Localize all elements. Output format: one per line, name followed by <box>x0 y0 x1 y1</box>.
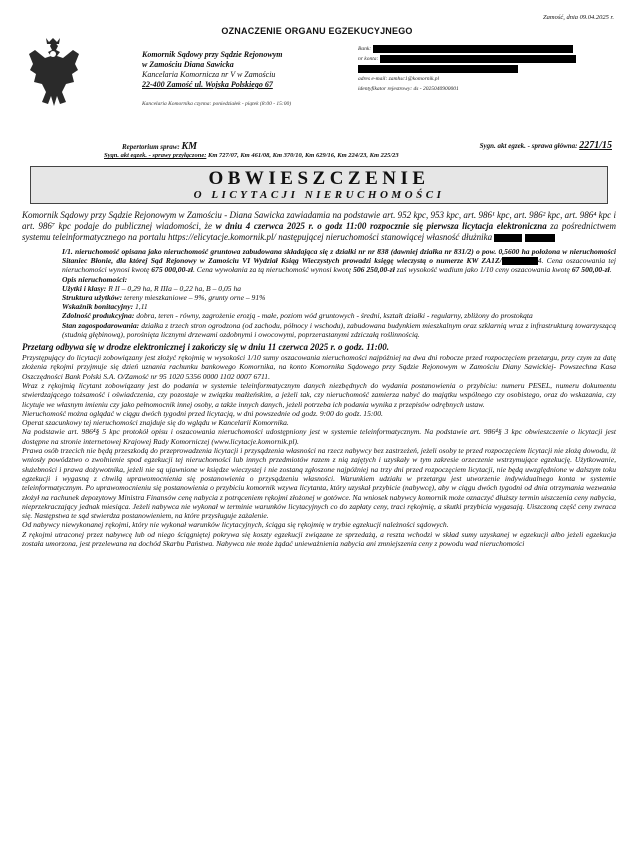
notice-title-box <box>30 166 608 204</box>
notice-body <box>22 210 616 548</box>
office-hours: Kancelaria Komornika czynna: poniedziałek - piątek (8:00 - 15:00) <box>142 101 292 107</box>
redacted-block <box>502 257 538 265</box>
redacted-block <box>358 65 518 73</box>
deposit-recovery-paragraph: Od nabywcy niewykonanej rękojmi, który nie wykonał warunków licytacyjnych, ściąga się rękojmię w trybie egzekucji należności sądowych. <box>22 520 449 530</box>
joined-case-label: Sygn. akt egzek. - sprawy przyłączone: <box>104 152 207 159</box>
deposit-paragraph: Przystępujący do licytacji zobowiązany jest złożyć rękojmię w wysokości 1/10 sumy oszacowania nieruchomości najpóźniej na dwa dni robocze przed rozpoczęciem przetargu, przy czym za datę złożenia rękojmi przyjmuje się dzień uznania rachunku bankowego Komornika, na konto Komornika Sądowego przy Sądzie Rejonowym w Zamościu Diany Sawickiej- Powszechna Kasa Oszczędności Bank Polski S.A. O/Zamość nr 95 1020 5356 0000 1102 0007 6711. <box>22 353 616 381</box>
repertory-label: Repertorium spraw: <box>122 143 180 151</box>
redacted-block <box>373 45 573 53</box>
intro-paragraph: Komornik Sądowy przy Sądzie Rejonowym w Zamościu - Diana Sawicka zawiadamia na podstawie art. 952 kpc, 953 kpc, art. 986¹ kpc, art. 986² kpc, art. 986⁴ kpc i art. 986⁷ kpc podaje do publicznej wiadomości, że w dniu 4 czerwca 2025 r. o godz 11:00 rozpocznie się pierwsza licytacja elektroniczna za pośrednictwem systemu teleinformatycznego na portalu https://elicytacje.komornik.pl/ następującej nieruchomości stanowiącej własność dłużnika <box>22 210 616 242</box>
viewing-paragraph: Nieruchomość można oglądać w ciągu dwóch tygodni przed licytacją, w dni powszednie od godz. 9:00 do godz. 15:00. <box>22 408 383 418</box>
redacted-block <box>494 234 522 242</box>
third-party-rights-paragraph: Prawa osób trzecich nie będą przeszkodą do przeprowadzenia licytacji i przysądzenia własności na rzecz nabywcy bez zastrzeżeń, jeżeli osoby te przed rozpoczęciem licytacji nie złożą dowodu, iż wniosły powództwo o zwolnienie spod egzekucji tej nieruchomości lub innych przedmiotów razem z nią zajętych i uzyskały w tym zakresie orzeczenie wstrzymujące egzekucję. Użytkowanie, służebności i prawa dożywotnika, jeżeli nie są ujawnione w księdze wieczystej i nie zostaną zgłoszone najpóźniej na trzy dni przed rozpoczęciem licytacji, nie będą uwzględnione w dalszym toku egzekucji i wygasną z chwilą uprawomocnienia się postanowienia o przysądzeniu własności. Warunkiem udziału w przetargu jest utworzenie indywidualnego konta w systemie teleinformatycznym. Po uprawomocnieniu się postanowienia o przybiciu komornik wzywa licytanta, który uzyskał przybicie (nabywcę), aby w ciągu dwóch tygodni od dnia otrzymania wezwania złożył na rachunek depozytowy Ministra Finansów cenę nabycia z potrąceniem rękojmi złożonej w gotówce. Na wniosek nabywcy komornik może oznaczyć dłuższy termin uiszczenia ceny nabycia, nieprzekraczający jednak miesiąca. Jeżeli nabywca nie wykonał w terminie warunków licytacyjnych co do zapłaty ceny, traci rękojmię, a skutki przybicia wygasają. Uiszczoną część ceny zwraca się. Następstwa te sąd stwierdza postanowieniem, na które przysługuje zażalenie. <box>22 446 616 521</box>
legal-basis-paragraph: Na podstawie art. 986⁴§ 5 kpc protokół opisu i oszacowania nieruchomości udostępniony jest w systemie teleinformatycznym. Na podstawie art. 986⁴§ 3 kpc obwieszczenie o licytacji jest dostępne na stronie internetowej Krajowej Rady Komorniczej (www.licytacje.komornik.pl). <box>22 427 616 446</box>
redacted-block <box>525 234 555 242</box>
auction-end: Przetarg odbywa się w drodze elektronicznej i zakończy się w dniu 11 czerwca 2025 r. o godz. 11:00. <box>22 342 390 353</box>
office-address: 22-400 Zamość ul. Wojska Polskiego 67 <box>142 80 273 89</box>
joined-case-numbers <box>104 152 399 159</box>
repertory <box>122 141 197 152</box>
office-name-line3: Kancelaria Komorniczа nr V w Zamościu <box>142 70 276 79</box>
joined-case-value: Km 727/07, Km 461/08, Km 370/10, Km 629/16, Km 224/23, Km 225/23 <box>208 152 399 159</box>
main-case-number <box>480 140 612 151</box>
main-case-label: Sygn. akt egzek. - sprawa główna: <box>479 142 578 150</box>
account-label: nr konta: <box>358 56 379 62</box>
property-item: I/1. nieruchomość opisana jako nieruchomość gruntowa zabudowana składająca się z działki nr nr 838 (dawniej działka nr 831/2) o pow. 0,5600 ha położona w nieruchomości Sitaniec Błonie, dla której Sąd Rejonowy w Zamościu VI Wydział Ksiąg Wieczystych prowadzi księgę wieczystą o numerze KW ZA1Z/ 4. Cena oszacowania tej nieruchomości wynosi kwotę 675 000,00-zł. Cena wywołania za tą nieruchomość wynosi kwotę 506 250,00-zł zaś wysokość wadium jako 1/10 ceny oszacowania kwotę 67 500,00-zł. Opis nieruchomości: Użytki i klasy: R II – 0,29 ha, R IIIa – 0,22 ha, B – 0,05 ha Struktura użytków: tereny mieszkaniowe – 9%, grunty orne – 91% Wskaźnik bonitacyjny: 1,11 Zdolność produkcyjna: dobra, teren - równy, zagrożenie erozją - małe, poziom wód gruntowych - średni, kształt działki - regularny, zbliżony do prostokąta Stan zagospodarowania: działka z trzech stron ogrodzona (od zachodu, północy i wschodu), zabudowana budynkiem mieszkalnym oraz szklarnią wraz z infrastrukturą towarzyszącą (studnią głębinową), porośnięta licznymi drzewami ozdobnymi i owocowymi, poprzerastanymi zdziczałą roślinnością. <box>62 247 617 339</box>
office-details <box>142 50 282 90</box>
office-email: adres e-mail: zamhsc1@komornik.pl <box>358 76 440 82</box>
document-date: Zamość, dnia 09.04.2025 r. <box>543 14 614 21</box>
notice-title: OBWIESZCZENIE <box>208 168 430 189</box>
office-identifier: identyfikator rejestrowy: ds - 2025040900001 <box>358 86 459 92</box>
appraisal-paragraph: Operat szacunkowy tej nieruchomości znajduje się do wglądu w Kancelarii Komornika. <box>22 418 289 428</box>
bank-label: Bank: <box>358 46 372 52</box>
redacted-block <box>380 55 576 63</box>
polish-eagle-emblem-icon <box>24 36 82 110</box>
notice-subtitle: O LICYTACJI NIERUCHOMOŚCI <box>193 189 445 201</box>
document-header-title: OZNACZENIE ORGANU EGZEKUCYJNEGO <box>221 26 413 36</box>
office-name-line1: Komornik Sądowy przy Sądzie Rejonowym <box>142 50 283 59</box>
repertory-value: KM <box>181 141 198 152</box>
forfeited-deposit-paragraph: Z rękojmi utraconej przez nabywcę lub od niego ściągniętej pokrywa się koszty egzekucji związane ze sprzedażą, a reszta wchodzi w skład sumy uzyskanej w egzekucji albo jeżeli egzekucja została umorzona, jest przelewana na dochód Skarbu Państwa. Nabywca nie może żądać unieważnienia nabycia ani zmniejszenia ceny z powodu wad nieruchomości <box>22 529 616 549</box>
bank-details <box>358 44 576 94</box>
bidder-data-paragraph: Wraz z rękojmią licytant zobowiązany jest do podania w systemie teleinformatycznym danych niezbędnych do wydania postanowienia o przybiciu: numeru PESEL, numeru dokumentu stwierdzającego tożsamość i oświadczenia, czy pozostaje w związku małżeńskim, a jeżeli tak, czy nieruchomość zamierza nabyć do majątku wspólnego czy osobistego, oraz do wskazania, czy licytuje we własnym imieniu czy jako pełnomocnik innej osoby, a także innych danych, jeżeli potrzeba ich podania wynika z przepisów odrębnych ustaw. <box>22 380 616 409</box>
main-case-value: 2271/15 <box>579 140 612 151</box>
office-name-line2: w Zamościu Diana Sawicka <box>142 60 234 69</box>
